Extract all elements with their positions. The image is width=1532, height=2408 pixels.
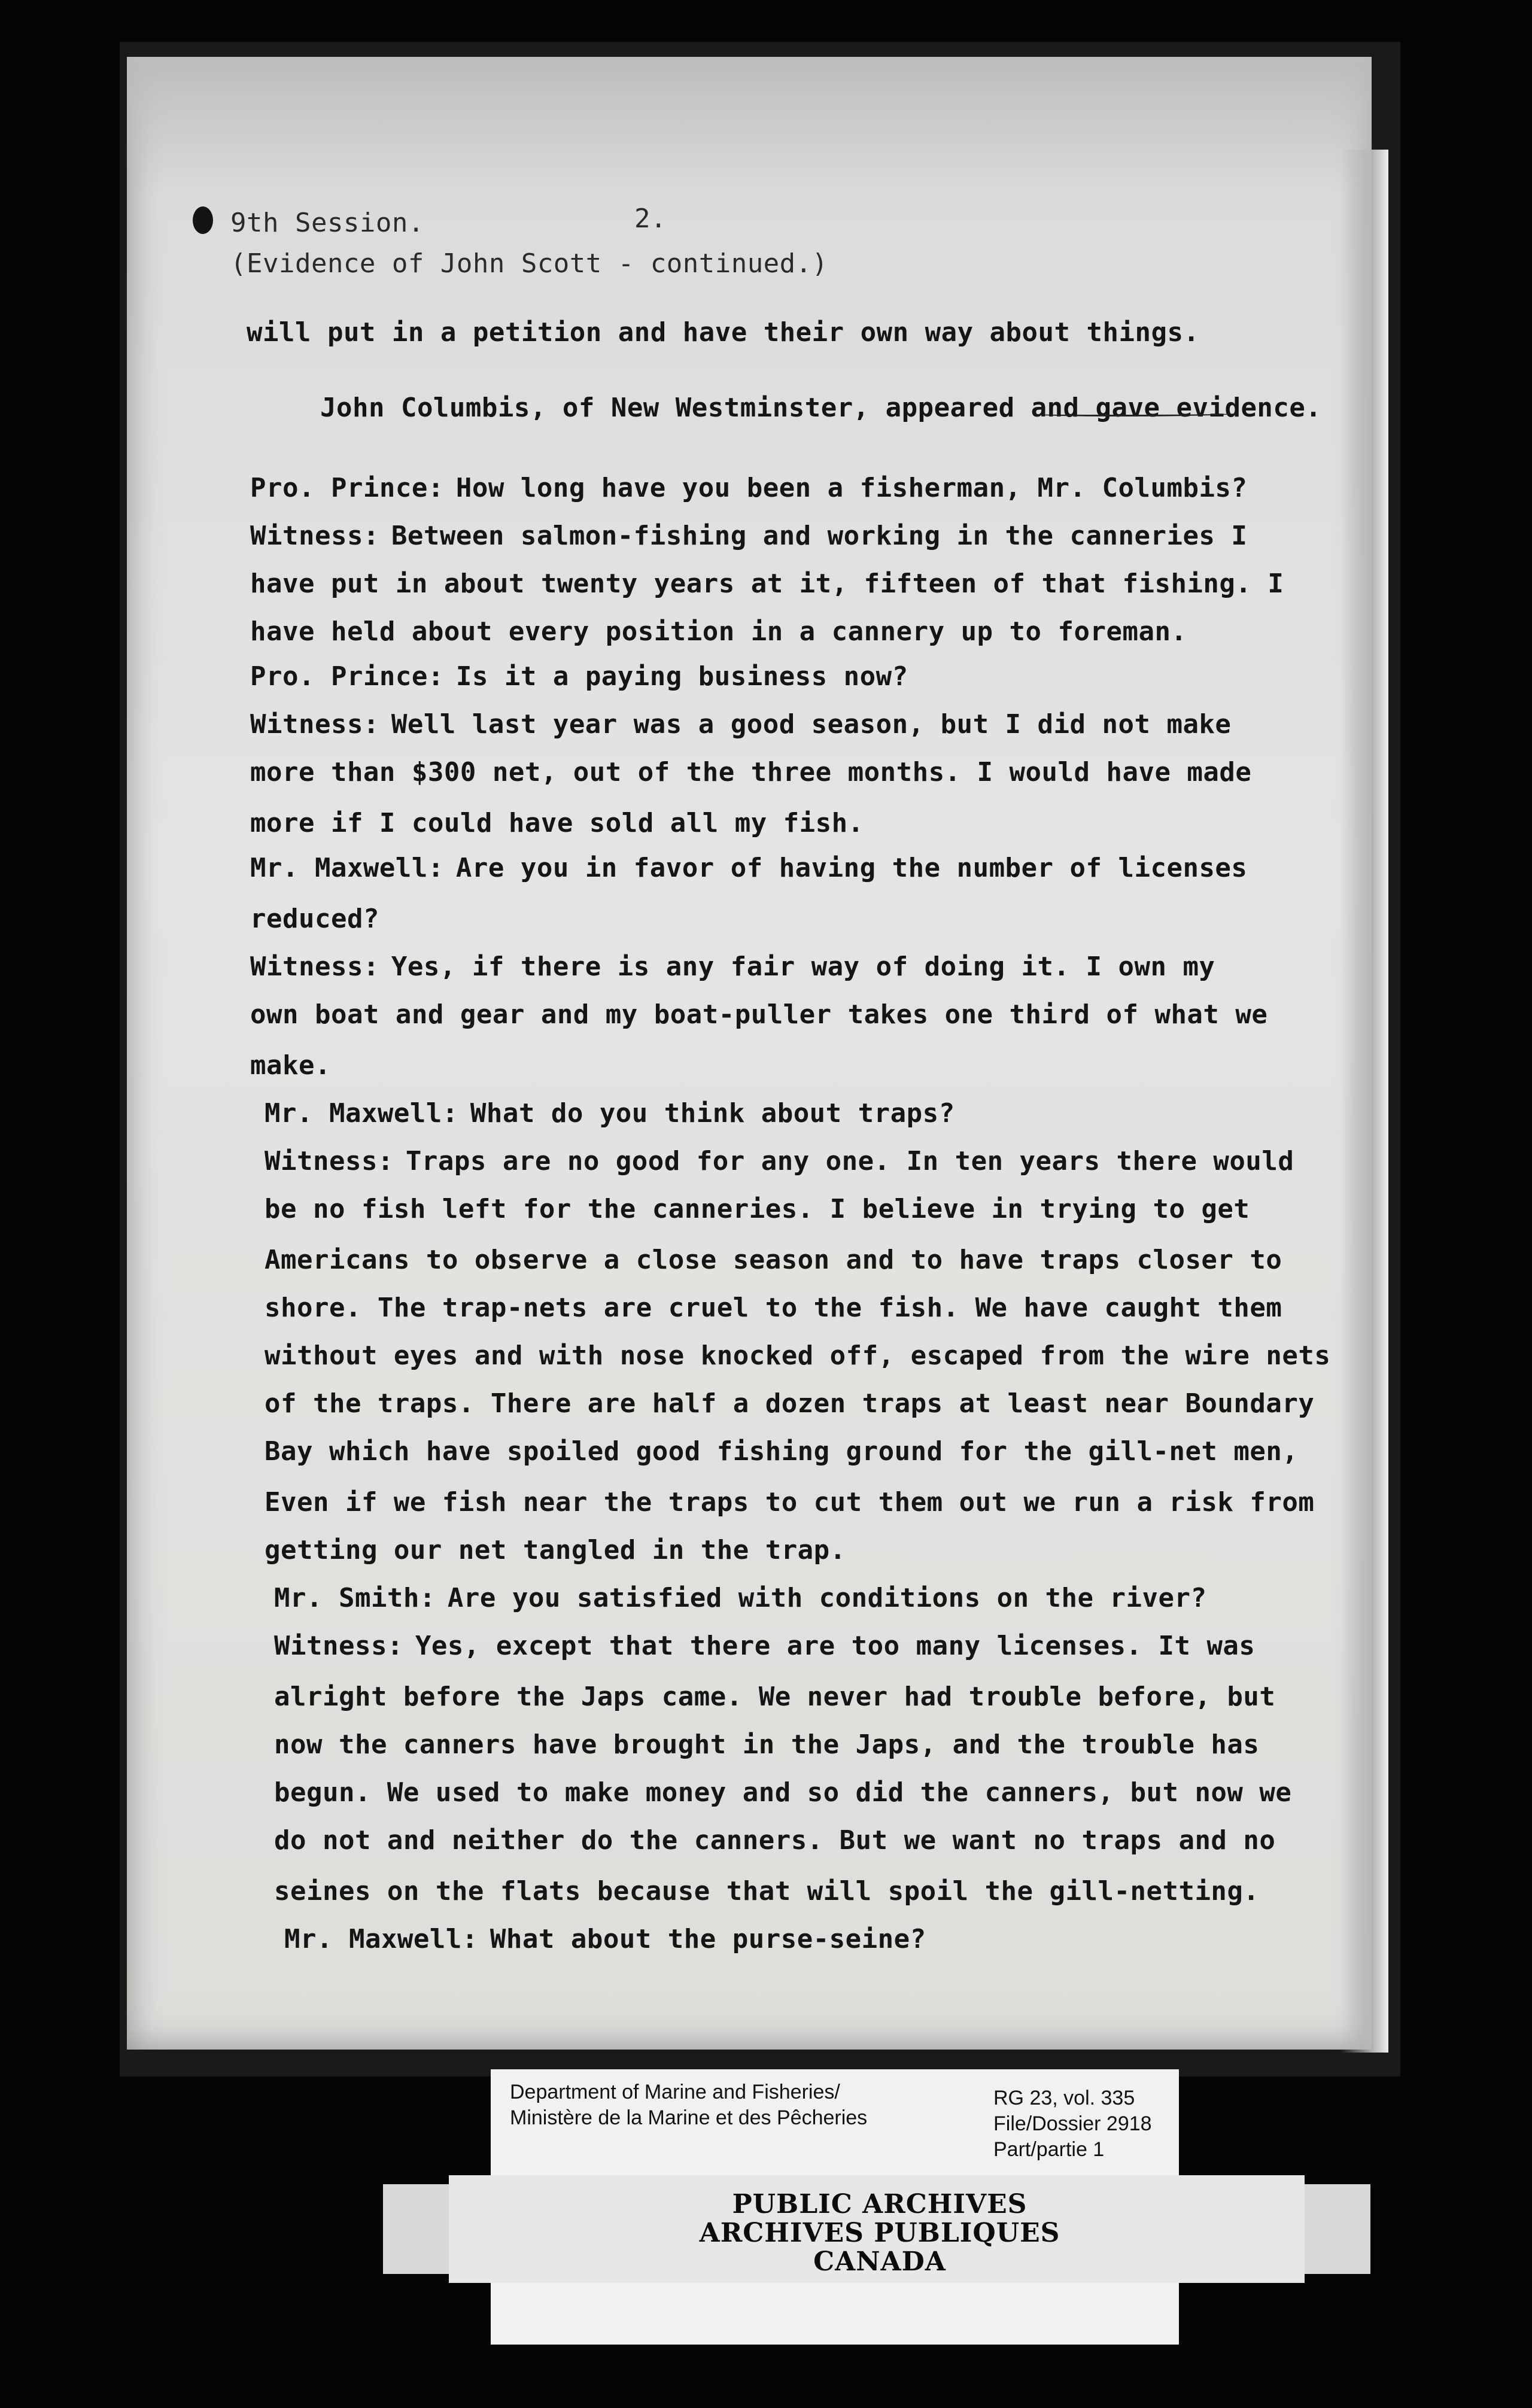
stamp-line-english: PUBLIC ARCHIVES — [732, 2189, 1028, 2220]
body-line: Witness: Yes, except that there are too many licenses. It was — [274, 1631, 1256, 1661]
department-french: Ministère de la Marine et des Pêcheries — [510, 2106, 868, 2129]
stamp-line-country: CANADA — [813, 2246, 946, 2277]
page-top-shade — [127, 57, 1372, 194]
body-line: more if I could have sold all my fish. — [250, 808, 864, 838]
body-line: have held about every position in a cannery up to foreman. — [250, 616, 1187, 647]
body-line: Mr. Maxwell: What do you think about traps? — [265, 1098, 955, 1129]
speaker-label: Pro. Prince: — [250, 661, 444, 692]
department-label — [510, 2079, 989, 2131]
body-line: Mr. Maxwell: What about the purse-seine? — [284, 1924, 926, 1954]
speaker-label: Mr. Maxwell: — [265, 1098, 458, 1129]
punch-hole — [193, 206, 213, 234]
body-line: will put in a petition and have their own way about things. — [247, 317, 1200, 348]
body-line: Pro. Prince: How long have you been a fisherman, Mr. Columbis? — [250, 473, 1248, 503]
body-line: Mr. Smith: Are you satisfied with conditions on the river? — [274, 1583, 1207, 1613]
body-line: begun. We used to make money and so did the canners, but now we — [274, 1777, 1292, 1808]
body-line: now the canners have brought in the Japs, and the trouble has — [274, 1729, 1260, 1760]
body-line: Witness: Between salmon-fishing and working in the canneries I — [250, 521, 1248, 551]
body-line: shore. The trap-nets are cruel to the fish. We have caught them — [265, 1293, 1282, 1323]
body-line: make. — [250, 1050, 331, 1081]
document-subtitle: (Evidence of John Scott - continued.) — [230, 248, 828, 279]
body-line: reduced? — [250, 904, 379, 934]
speaker-label: Witness: — [274, 1631, 403, 1661]
speaker-label: Witness: — [265, 1146, 394, 1176]
body-line: Even if we fish near the traps to cut them out we run a risk from — [265, 1487, 1315, 1518]
speaker-label: Witness: — [250, 521, 379, 551]
body-line: alright before the Japs came. We never had trouble before, but — [274, 1682, 1276, 1712]
body-line: Mr. Maxwell: Are you in favor of having the number of licenses — [250, 853, 1248, 883]
page-right-edge — [1340, 150, 1388, 2053]
speaker-label: Pro. Prince: — [250, 473, 444, 503]
department-english: Department of Marine and Fisheries/ — [510, 2081, 840, 2103]
body-line: without eyes and with nose knocked off, escaped from the wire nets — [265, 1340, 1331, 1371]
body-line: Witness: Yes, if there is any fair way of doing it. I own my — [250, 951, 1215, 982]
body-line: Bay which have spoiled good fishing ground for the gill-net men, — [265, 1436, 1299, 1467]
page-number: 2. — [634, 203, 667, 234]
body-line: more than $300 net, out of the three months. I would have made — [250, 757, 1252, 788]
volume-reference: RG 23, vol. 335 — [993, 2087, 1135, 2109]
body-line: do not and neither do the canners. But we want no traps and no — [274, 1825, 1276, 1856]
speaker-label: Mr. Maxwell: — [284, 1924, 478, 1954]
speaker-label: Witness: — [250, 951, 379, 982]
speaker-label: Mr. Smith: — [274, 1583, 436, 1613]
archive-reference — [993, 2085, 1173, 2163]
body-line: Americans to observe a close season and to have traps closer to — [265, 1245, 1282, 1275]
body-line: of the traps. There are half a dozen traps at least near Boundary — [265, 1388, 1315, 1419]
body-line: Witness: Traps are no good for any one. In ten years there would — [265, 1146, 1294, 1176]
session-label: 9th Session. — [230, 208, 424, 238]
body-line: be no fish left for the canneries. I believe in trying to get — [265, 1194, 1250, 1224]
stamp-line-french: ARCHIVES PUBLIQUES — [699, 2218, 1060, 2248]
body-line: seines on the flats because that will spoil the gill-netting. — [274, 1876, 1260, 1907]
body-line: own boat and gear and my boat-puller takes one third of what we — [250, 999, 1268, 1030]
archives-stamp — [491, 2190, 1269, 2276]
speaker-label: Mr. Maxwell: — [250, 853, 444, 883]
body-line: getting our net tangled in the trap. — [265, 1535, 846, 1565]
part-reference: Part/partie 1 — [993, 2138, 1105, 2161]
body-line: Witness: Well last year was a good season, but I did not make — [250, 709, 1232, 740]
body-line: Pro. Prince: Is it a paying business now? — [250, 661, 908, 692]
body-line: have put in about twenty years at it, fifteen of that fishing. I — [250, 568, 1284, 599]
body-line: John Columbis, of New Westminster, appeared and gave evidence. — [320, 393, 1322, 423]
file-reference: File/Dossier 2918 — [993, 2112, 1152, 2135]
speaker-label: Witness: — [250, 709, 379, 740]
